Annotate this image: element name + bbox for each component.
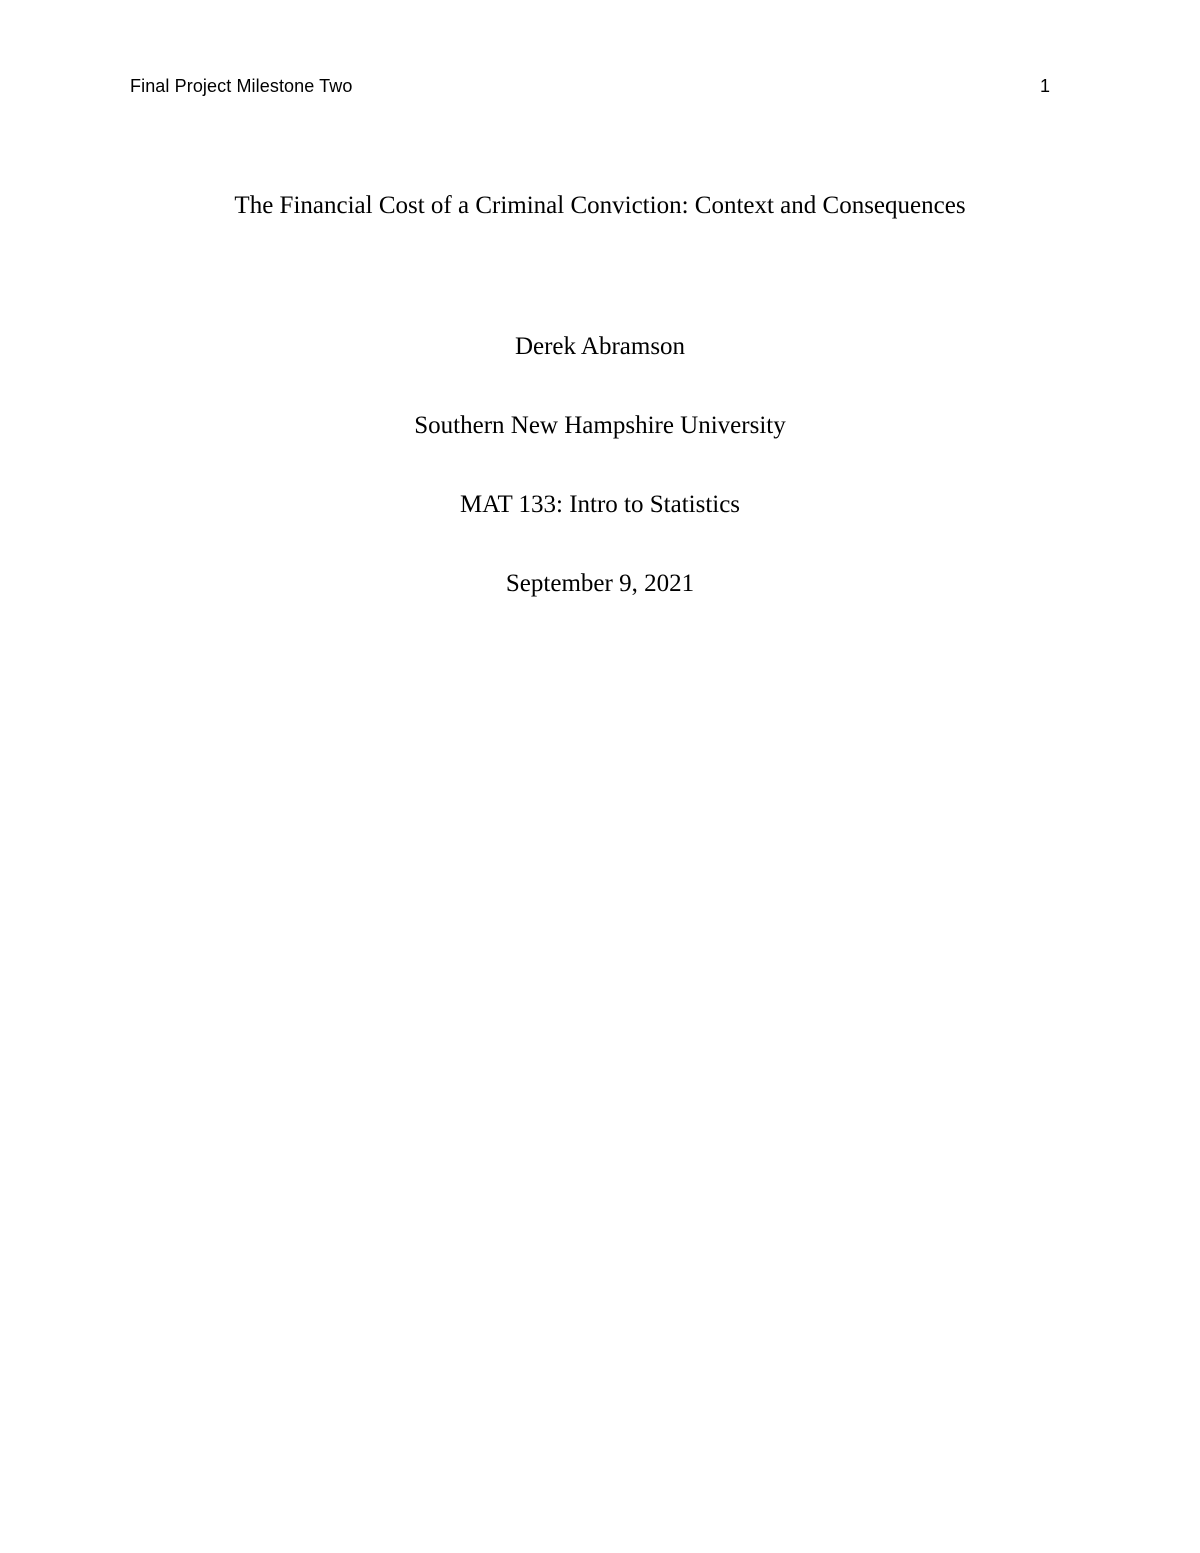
submission-date: September 9, 2021 — [505, 570, 695, 597]
paper-title: The Financial Cost of a Criminal Conviction: Context and Consequences — [234, 192, 966, 219]
running-head: Final Project Milestone Two — [130, 76, 353, 96]
institution-name: Southern New Hampshire University — [414, 412, 786, 439]
page-number: 1 — [1039, 76, 1050, 96]
author-name: Derek Abramson — [514, 333, 686, 360]
course-name: MAT 133: Intro to Statistics — [459, 491, 741, 518]
